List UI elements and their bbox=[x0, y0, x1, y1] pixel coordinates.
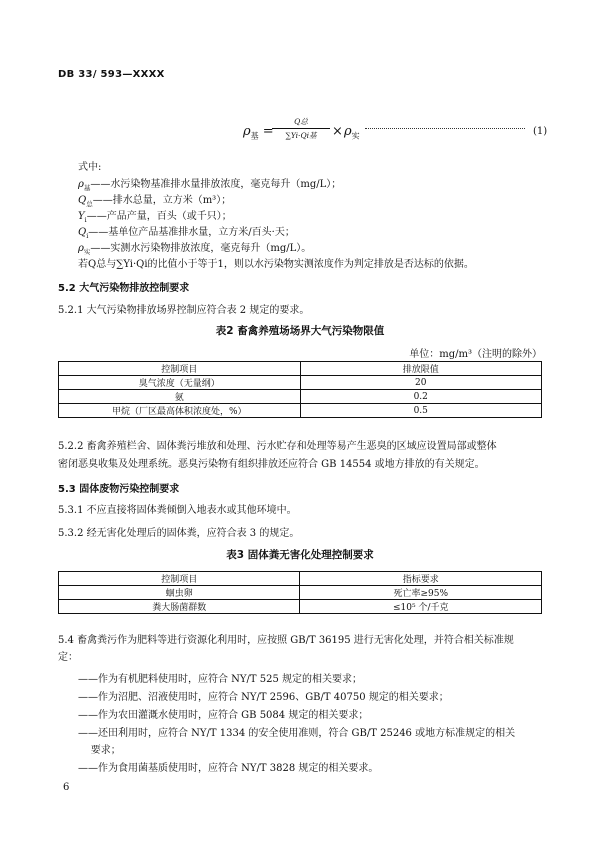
list-item: ——作为沼肥、沼液使用时，应符合 NY/T 2596、GB/T 40750 规定的相关要求； bbox=[78, 692, 449, 703]
formula-numerator: Q总 bbox=[272, 116, 330, 129]
table-header-cell: 控制项目 bbox=[59, 572, 300, 586]
clause-5-3-2: 5.3.2 经无害化处理后的固体粪，应符合表 3 的规定。 bbox=[58, 528, 300, 539]
legend-intro: 式中: bbox=[78, 162, 102, 173]
document-code: DB 33/ 593—XXXX bbox=[58, 69, 165, 80]
legend-item: $\rho_基——$水污染物基准排水量排放浓度，毫克每升（mg/L）； bbox=[78, 179, 342, 192]
table-header-cell: 指标要求 bbox=[300, 572, 542, 586]
table-cell: 0.2 bbox=[300, 390, 542, 404]
table-3-caption: 表3 固体粪无害化处理控制要求 bbox=[226, 549, 374, 561]
formula-fraction bbox=[272, 116, 330, 141]
page-number: 6 bbox=[63, 782, 70, 793]
formula-number: (1) bbox=[533, 126, 548, 137]
table-row bbox=[59, 600, 542, 614]
table-cell: 死亡率≥95% bbox=[300, 586, 542, 600]
clause-5-2-1: 5.2.1 大气污染物排放场界控制应符合表 2 规定的要求。 bbox=[58, 305, 310, 316]
legend-item: $Q_i——$基单位产品基准排水量，立方米/百头·天； bbox=[78, 227, 295, 240]
section-5-2-heading: 5.2 大气污染物排放控制要求 bbox=[58, 283, 190, 294]
table-cell: ≤10⁵ 个/千克 bbox=[300, 600, 542, 614]
list-item: ——作为有机肥料使用时，应符合 NY/T 525 规定的相关要求； bbox=[78, 674, 363, 685]
table-2-unit: 单位：mg/m³（注明的除外） bbox=[409, 349, 542, 360]
clause-5-2-2-line1: 5.2.2 畜禽养殖栏舍、固体粪污堆放和处理、污水贮存和处理等易产生恶臭的区域应设置局部或整体 bbox=[58, 441, 497, 452]
table-cell: 粪大肠菌群数 bbox=[59, 600, 300, 614]
list-item-continuation: 要求； bbox=[78, 745, 121, 756]
table-row bbox=[59, 586, 542, 600]
table-header-cell: 排放限值 bbox=[300, 362, 542, 376]
table-row bbox=[59, 376, 542, 390]
table-cell: 蛔虫卵 bbox=[59, 586, 300, 600]
table-cell: 0.5 bbox=[300, 404, 542, 418]
formula-rhs: $\rho_实$ bbox=[344, 124, 360, 141]
table-row bbox=[59, 390, 542, 404]
clause-5-4-line1: 5.4 畜禽粪污作为肥料等进行资源化利用时，应按照 GB/T 36195 进行无害化处理，并符合相关标准规 bbox=[58, 635, 514, 646]
list-item: ——还田利用时，应符合 NY/T 1334 的安全使用准则，符合 GB/T 25246 或地方标准规定的相关 bbox=[78, 728, 516, 739]
table-2-caption: 表2 畜禽养殖场场界大气污染物限值 bbox=[215, 325, 385, 337]
table-2 bbox=[58, 361, 542, 418]
list-item: ——作为食用菌基质使用时，应符合 NY/T 3828 规定的相关要求。 bbox=[78, 763, 379, 774]
table-cell: 臭气浓度（无量纲） bbox=[59, 376, 301, 390]
clause-5-4-line2: 定： bbox=[58, 652, 78, 663]
table-3 bbox=[58, 571, 542, 614]
clause-5-3-1: 5.3.1 不应直接将固体粪倾倒入地表水或其他环境中。 bbox=[58, 505, 297, 516]
table-header-cell: 控制项目 bbox=[59, 362, 301, 376]
formula-times: × bbox=[332, 124, 343, 139]
table-header-row bbox=[59, 362, 542, 376]
formula-1 bbox=[243, 114, 548, 150]
legend-item: $\rho_实——$实测水污染物排放浓度，毫克每升（mg/L）。 bbox=[78, 243, 312, 256]
table-cell: 氨 bbox=[59, 390, 301, 404]
table-cell: 甲烷（厂区最高体积浓度处，%） bbox=[59, 404, 301, 418]
legend-item: $Y_i——$产品产量，百头（或千只）； bbox=[78, 211, 232, 224]
table-header-row bbox=[59, 572, 542, 586]
formula-lhs: $\rho_基$ = bbox=[243, 124, 274, 141]
legend-note: 若Q总与∑Yi·Qi的比值小于等于1，则以水污染物实测浓度作为判定排放是否达标的依据。 bbox=[78, 259, 474, 270]
formula-leader-dots bbox=[365, 128, 525, 129]
table-row bbox=[59, 404, 542, 418]
formula-denominator: ∑Yi·Qi基 bbox=[285, 131, 317, 140]
table-cell: 20 bbox=[300, 376, 542, 390]
clause-5-2-2-line2: 密闭恶臭收集及处理系统。恶臭污染物有组织排放还应符合 GB 14554 或地方排放的有关规定。 bbox=[58, 459, 485, 470]
list-item: ——作为农田灌溉水使用时，应符合 GB 5084 规定的相关要求； bbox=[78, 710, 369, 721]
legend-item: $Q_总——$排水总量，立方米（m³）； bbox=[78, 195, 232, 208]
section-5-3-heading: 5.3 固体废物污染控制要求 bbox=[58, 484, 180, 495]
